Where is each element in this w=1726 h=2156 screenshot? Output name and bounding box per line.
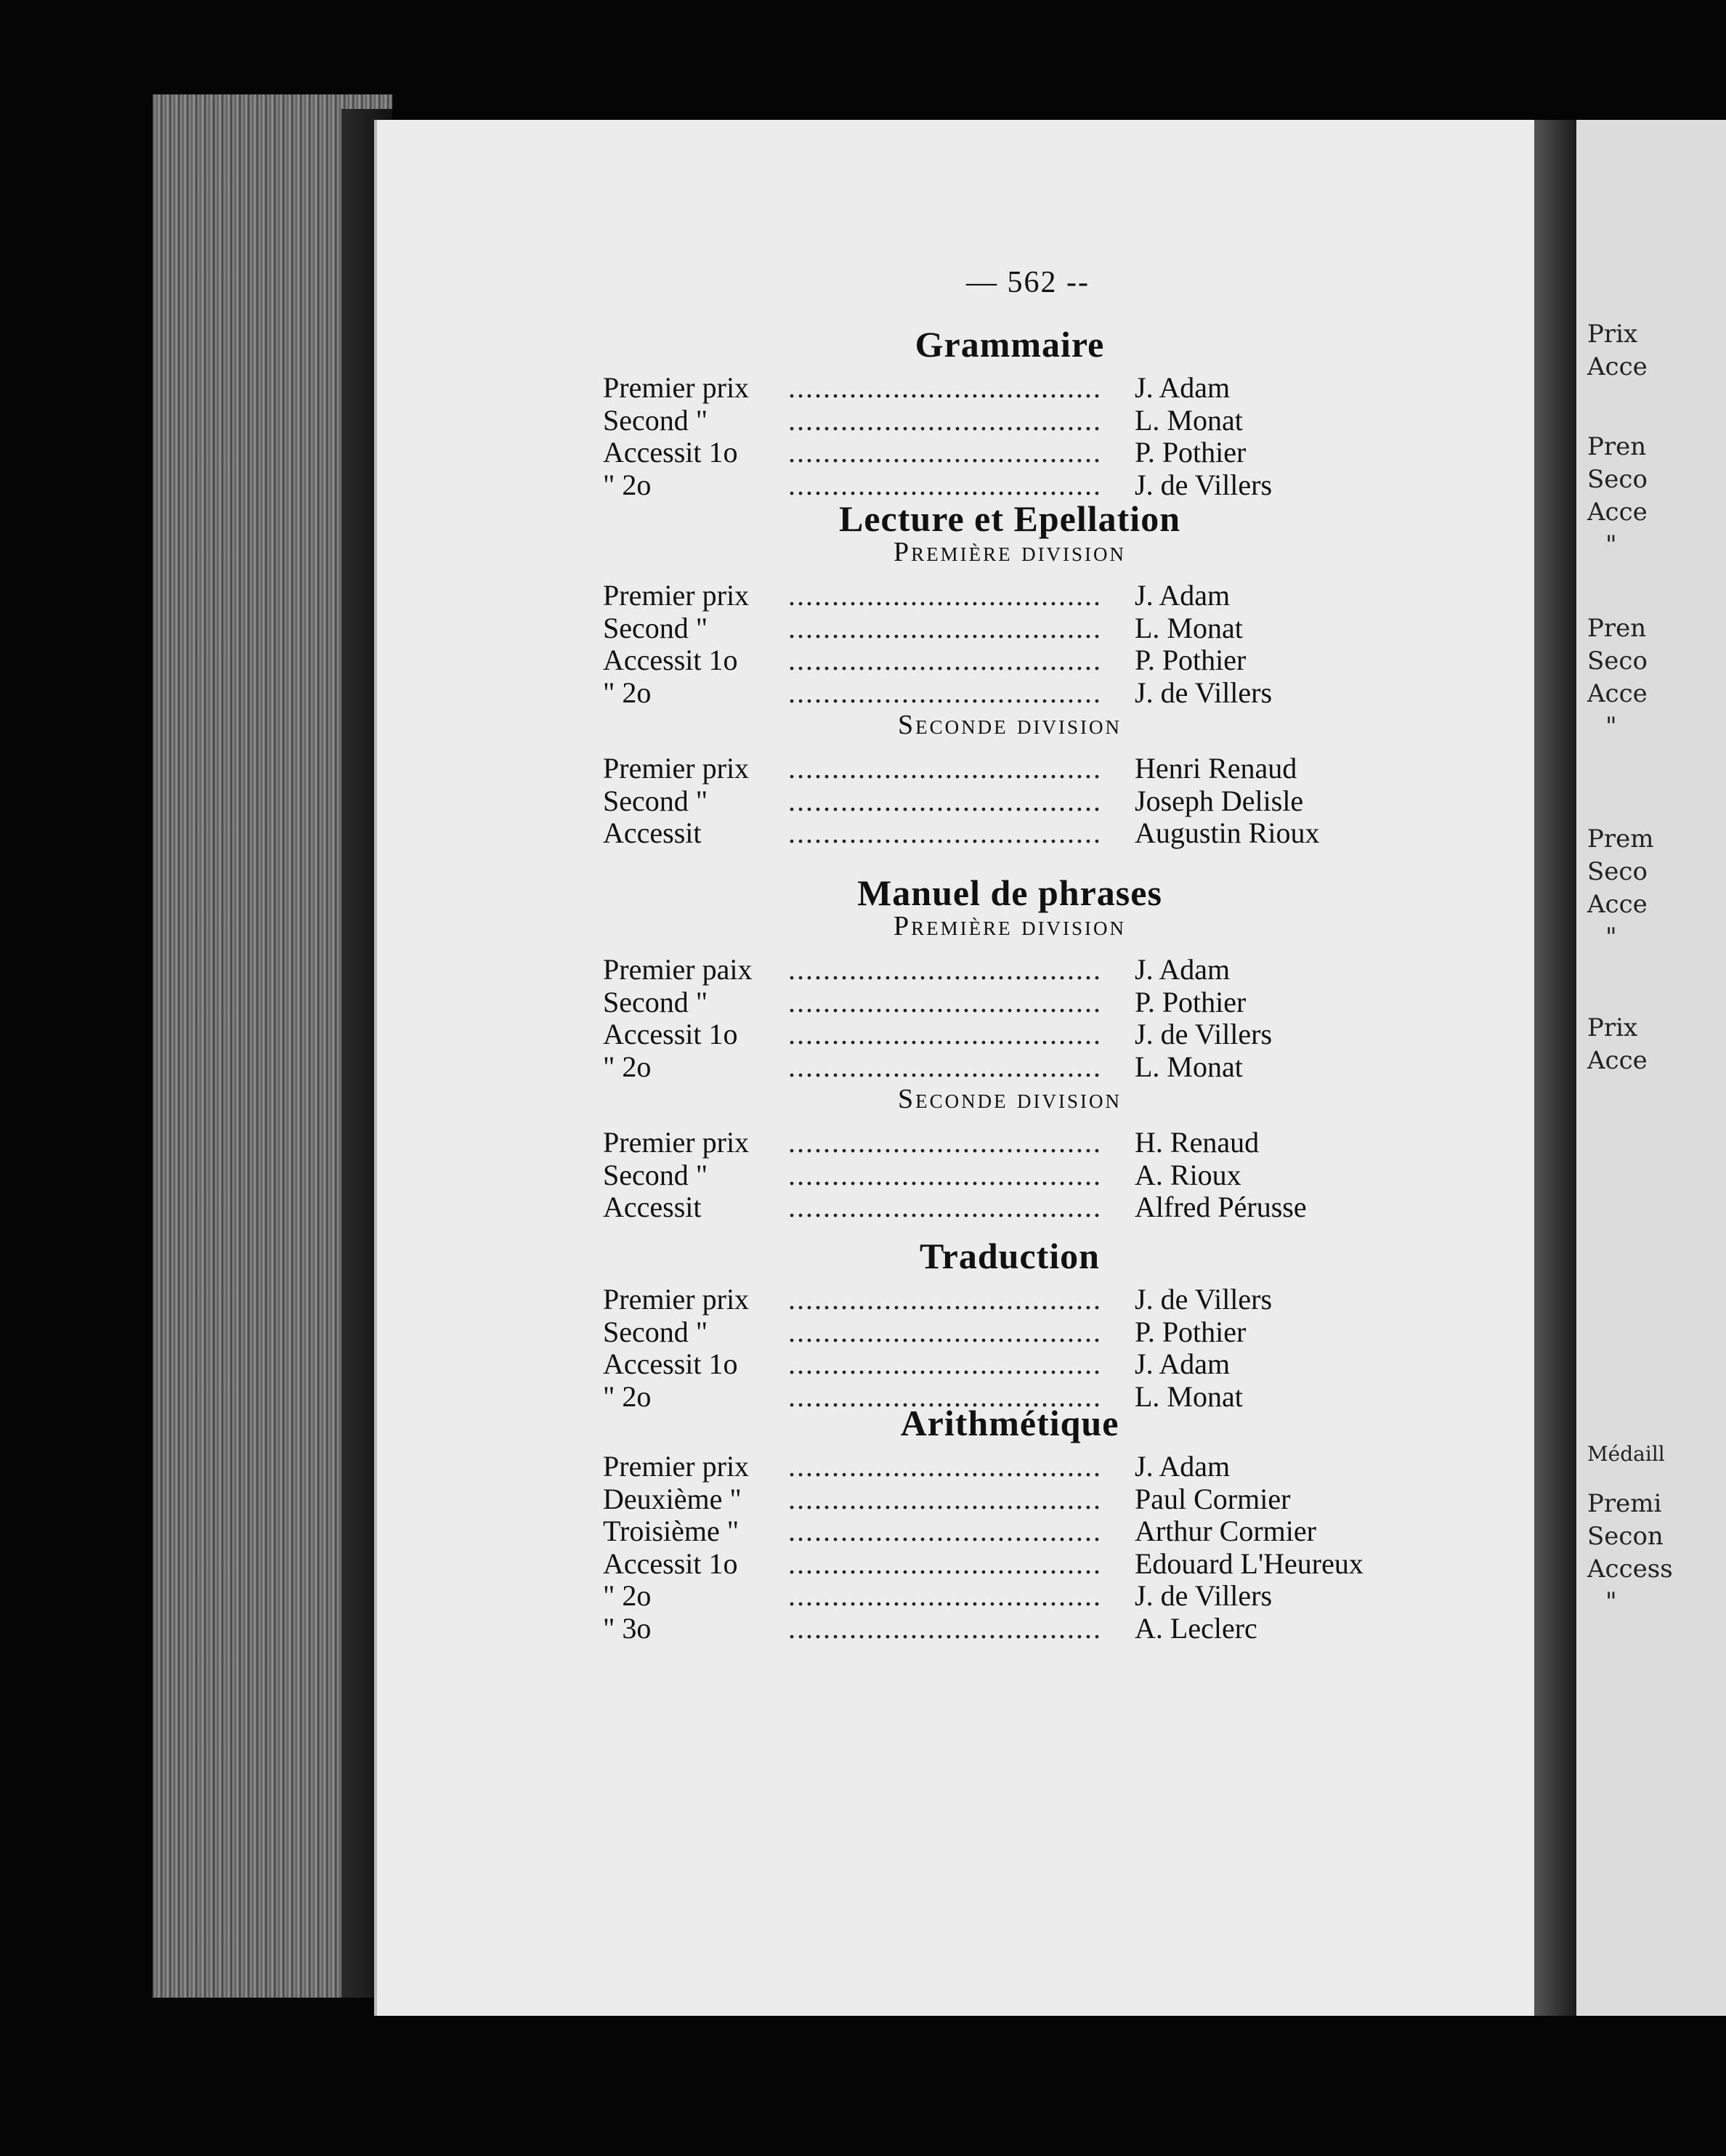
prize-label: Premier prix [603,579,750,612]
dot-leader: .................................... [788,1579,1102,1612]
prize-row [603,403,1431,437]
winner-name: H. Renaud [1135,1126,1260,1159]
winner-name: J. de Villers [1135,468,1273,501]
winner-name: A. Rioux [1135,1158,1241,1191]
winner-name: L. Monat [1135,403,1243,437]
page-number: — 562 -- [966,266,1090,299]
prize-label: Premier prix [603,1126,750,1159]
winner-name: A. Leclerc [1135,1611,1257,1645]
prize-row [603,952,1431,986]
facing-page-fragment: Acce [1587,890,1648,919]
dot-leader: .................................... [788,953,1102,986]
prize-label: Premier prix [603,752,750,785]
facing-page-fragment: Pren [1587,614,1647,643]
winner-name: J. Adam [1135,953,1231,986]
prize-label: Second " [603,611,708,644]
dot-leader: .................................... [788,1547,1102,1580]
facing-page-fragment: Seco [1587,857,1648,886]
division-heading: Première division [893,537,1127,567]
dot-leader: .................................... [788,1126,1102,1159]
winner-name: L. Monat [1135,1379,1243,1413]
prize-row [603,468,1431,501]
section-heading: Grammaire [915,324,1105,365]
division-heading: Seconde division [897,710,1122,740]
prize-label: Second " [603,985,708,1018]
prize-row [603,985,1431,1018]
facing-page-fragment: " [1605,712,1617,741]
division-heading: Première division [893,911,1127,941]
prize-row [603,1578,1431,1612]
prize-row [603,1482,1431,1515]
section-heading: Traduction [920,1236,1100,1276]
dot-leader: .................................... [788,784,1102,817]
dot-leader: .................................... [788,611,1102,644]
winner-name: L. Monat [1135,1050,1243,1083]
dot-leader: .................................... [788,1515,1102,1547]
prize-row [603,1347,1431,1380]
winner-name: Edouard L'Heureux [1135,1547,1364,1580]
prize-row [603,578,1431,612]
dot-leader: .................................... [788,1283,1102,1316]
winner-name: J. Adam [1135,1450,1231,1483]
dot-leader: .................................... [788,752,1102,785]
prize-label: Premier paix [603,953,753,986]
prize-label: Accessit 1o [603,1547,738,1580]
prize-label: Accessit [603,816,702,849]
dot-leader: .................................... [788,468,1102,501]
prize-row [603,1017,1431,1050]
winner-name: J. de Villers [1135,1579,1273,1612]
prize-row [603,643,1431,676]
winner-name: P. Pothier [1135,644,1247,676]
prize-label: Accessit [603,1191,702,1223]
prize-row [603,1158,1431,1191]
winner-name: P. Pothier [1135,985,1247,1018]
prize-label: Accessit 1o [603,1018,738,1050]
prize-label: " 2o [603,676,652,709]
prize-label: Second " [603,1158,708,1191]
prize-label: " 2o [603,1579,652,1612]
prize-row [603,1282,1431,1316]
prize-row [603,1125,1431,1159]
facing-page-fragment: " [1605,1587,1617,1616]
facing-page [1576,120,1726,2016]
prize-row [603,1611,1431,1645]
prize-row [603,1050,1431,1083]
facing-page-fragment: Seco [1587,465,1648,494]
facing-page-fragment: Premi [1587,1489,1662,1518]
prize-row [603,1315,1431,1348]
dot-leader: .................................... [788,1482,1102,1515]
prize-row [603,1547,1431,1580]
dot-leader: .................................... [788,1379,1102,1413]
prize-row [603,370,1431,404]
prize-row [603,751,1431,785]
prize-label: Premier prix [603,371,750,404]
gutter-shadow [1534,120,1576,2016]
facing-page-fragment: Secon [1587,1522,1664,1551]
prize-label: Troisième " [603,1515,740,1547]
winner-name: Arthur Cormier [1135,1515,1316,1547]
facing-page-fragment: Prix [1587,1013,1638,1042]
winner-name: Joseph Delisle [1135,784,1304,817]
winner-name: J. Adam [1135,579,1231,612]
dot-leader: .................................... [788,403,1102,437]
facing-page-fragment: Seco [1587,647,1648,676]
dot-leader: .................................... [788,1315,1102,1348]
facing-page-fragment: Access [1587,1555,1673,1584]
prize-label: Accessit 1o [603,1348,738,1380]
prize-row [603,676,1431,709]
prize-row [603,1190,1431,1223]
prize-row [603,435,1431,469]
prize-label: Second " [603,784,708,817]
winner-name: J. Adam [1135,371,1231,404]
winner-name: Paul Cormier [1135,1482,1291,1515]
winner-name: P. Pothier [1135,1315,1247,1348]
winner-name: J. de Villers [1135,1283,1273,1316]
dot-leader: .................................... [788,371,1102,404]
dot-leader: .................................... [788,1018,1102,1050]
winner-name: J. Adam [1135,1348,1231,1380]
dot-leader: .................................... [788,1158,1102,1191]
prize-label: " 3o [603,1611,652,1645]
section-heading: Arithmétique [900,1403,1119,1443]
facing-page-fragment: Acce [1587,679,1648,708]
prize-row [603,1514,1431,1547]
dot-leader: .................................... [788,985,1102,1018]
dot-leader: .................................... [788,676,1102,709]
prize-label: " 2o [603,1050,652,1083]
winner-name: J. de Villers [1135,1018,1273,1050]
dot-leader: .................................... [788,1611,1102,1645]
facing-page-fragment: Acce [1587,1046,1648,1075]
prize-label: Second " [603,1315,708,1348]
winner-name: Alfred Pérusse [1135,1191,1307,1223]
facing-page-fragment: Prem [1587,824,1654,854]
winner-name: J. de Villers [1135,676,1273,709]
facing-page-fragment: " [1605,530,1617,559]
dot-leader: .................................... [788,1191,1102,1223]
prize-label: Accessit 1o [603,436,738,469]
section-heading: Manuel de phrases [857,872,1162,913]
prize-label: Accessit 1o [603,644,738,676]
prize-row [603,1449,1431,1483]
prize-label: Second " [603,403,708,437]
prize-label: Premier prix [603,1450,750,1483]
dot-leader: .................................... [788,1050,1102,1083]
facing-page-fragment: Acce [1587,498,1648,527]
prize-row [603,784,1431,817]
facing-page-fragment: Prix [1587,320,1638,349]
dot-leader: .................................... [788,1348,1102,1380]
dot-leader: .................................... [788,816,1102,849]
dot-leader: .................................... [788,644,1102,676]
prize-row [603,611,1431,644]
dot-leader: .................................... [788,436,1102,469]
prize-label: " 2o [603,1379,652,1413]
winner-name: Henri Renaud [1135,752,1297,785]
division-heading: Seconde division [897,1084,1122,1114]
winner-name: P. Pothier [1135,436,1247,469]
prize-label: Premier prix [603,1283,750,1316]
prize-label: Deuxième " [603,1482,742,1515]
facing-page-fragment: Pren [1587,432,1647,461]
prize-row [603,816,1431,849]
dot-leader: .................................... [788,1450,1102,1483]
facing-page-fragment: " [1605,923,1617,952]
winner-name: L. Monat [1135,611,1243,644]
dot-leader: .................................... [788,579,1102,612]
facing-page-fragment: Acce [1587,352,1648,381]
facing-page-fragment: Médaill [1587,1442,1665,1466]
winner-name: Augustin Rioux [1135,816,1320,849]
section-heading: Lecture et Epellation [839,498,1180,539]
prize-label: " 2o [603,468,652,501]
